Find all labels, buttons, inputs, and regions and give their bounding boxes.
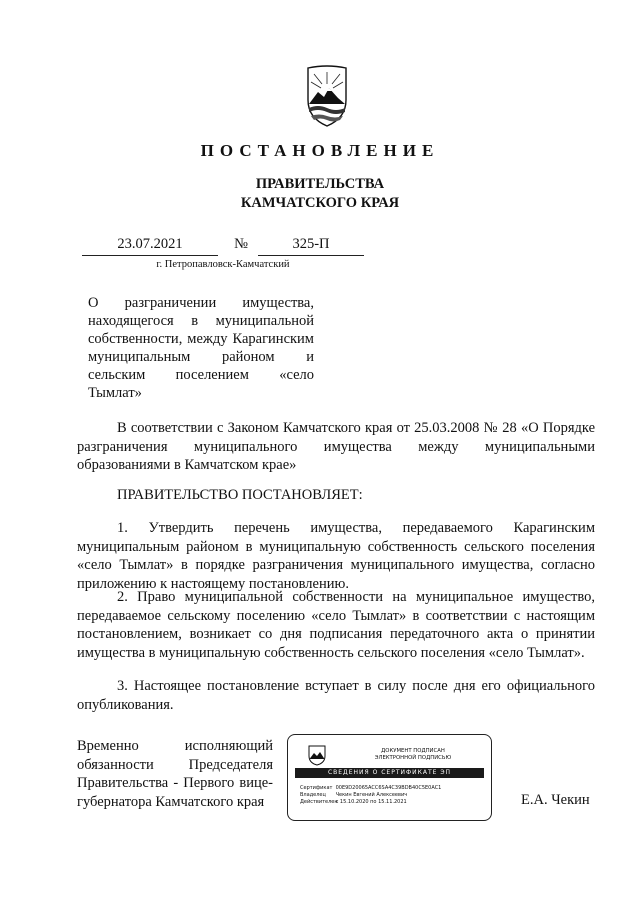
item-3-paragraph: 3. Настоящее постановление вступает в силу после дня его официального опубликования. bbox=[77, 678, 595, 713]
document-type-title: ПОСТАНОВЛЕНИЕ bbox=[200, 141, 440, 160]
stamp-title-line: ЭЛЕКТРОННОЙ ПОДПИСЬЮ bbox=[374, 755, 452, 761]
stamp-certificate-row bbox=[300, 785, 441, 792]
stamp-title bbox=[338, 748, 488, 762]
stamp-owner-row bbox=[300, 792, 407, 799]
stamp-row-value: Чекин Евгений Алексеевич bbox=[335, 792, 408, 798]
issuer-line-2: КАМЧАТСКОГО КРАЯ bbox=[240, 195, 400, 211]
signer-position-line: губернатора Камчатского края bbox=[77, 794, 265, 811]
stamp-certificate-bar: СВЕДЕНИЯ О СЕРТИФИКАТЕ ЭП bbox=[295, 768, 484, 778]
stamp-row-label: Сертификат bbox=[300, 785, 333, 791]
item-1-paragraph: 1. Утвердить перечень имущества, передаваемого Карагинским муниципальным районом в муниципальную собственность сельского поселения «село Тымлат» в порядке разграничения муниципального имущества, согласно приложению к настоящему постановлению. bbox=[77, 520, 595, 593]
decree-heading: ПРАВИТЕЛЬСТВО ПОСТАНОВЛЯЕТ: bbox=[117, 487, 363, 503]
stamp-emblem-icon bbox=[306, 744, 328, 766]
registration-row bbox=[82, 236, 364, 256]
stamp-title-line: ДОКУМЕНТ ПОДПИСАН bbox=[381, 748, 445, 754]
signer-position-line: Временно исполняющий bbox=[77, 738, 273, 754]
electronic-signature-stamp bbox=[287, 734, 492, 821]
stamp-validity-row bbox=[300, 799, 407, 806]
item-2-paragraph: 2. Право муниципальной собственности на муниципальное имущество, передаваемое сельскому поселению «село Тымлат» в соответствии с настоящим постановлением, возникает со дня подписания передаточного акта о принятии имущества в муниципальную собственность сельского поселения «село Тымлат». bbox=[77, 589, 595, 662]
signer-position-line: обязанности Председателя bbox=[77, 756, 273, 773]
stamp-row-value: с 15.10.2020 по 15.11.2021 bbox=[335, 799, 407, 805]
stamp-row-label: Действителен bbox=[300, 799, 338, 805]
document-subject: О разграничении имущества, находящегося в муниципальной собственности, между Карагинским муниципальным районом и сельским поселением «село Тымлат» bbox=[88, 295, 314, 401]
issuer-line-1: ПРАВИТЕЛЬСТВА bbox=[255, 176, 385, 192]
stamp-row-value: 00E9D20065ACC6SA4C39BDB40C5E0AC1 bbox=[335, 785, 442, 791]
coat-of-arms-emblem bbox=[302, 64, 352, 128]
number-sign: № bbox=[234, 236, 248, 252]
issue-city: г. Петропавловск-Камчатский bbox=[156, 259, 290, 270]
preamble-paragraph: В соответствии с Законом Камчатского края от 25.03.2008 № 28 «О Порядке разграничения муниципального имущества между муниципальными образованиями в Камчатском крае» bbox=[77, 420, 595, 474]
signer-position bbox=[77, 737, 273, 812]
document-number: 325-П bbox=[258, 236, 364, 256]
signer-name: Е.А. Чекин bbox=[521, 792, 590, 808]
issuer-title bbox=[0, 175, 640, 213]
stamp-row-label: Владелец bbox=[300, 792, 326, 798]
signer-position-line: Правительства - Первого вице- bbox=[77, 775, 273, 792]
document-date: 23.07.2021 bbox=[82, 236, 218, 256]
